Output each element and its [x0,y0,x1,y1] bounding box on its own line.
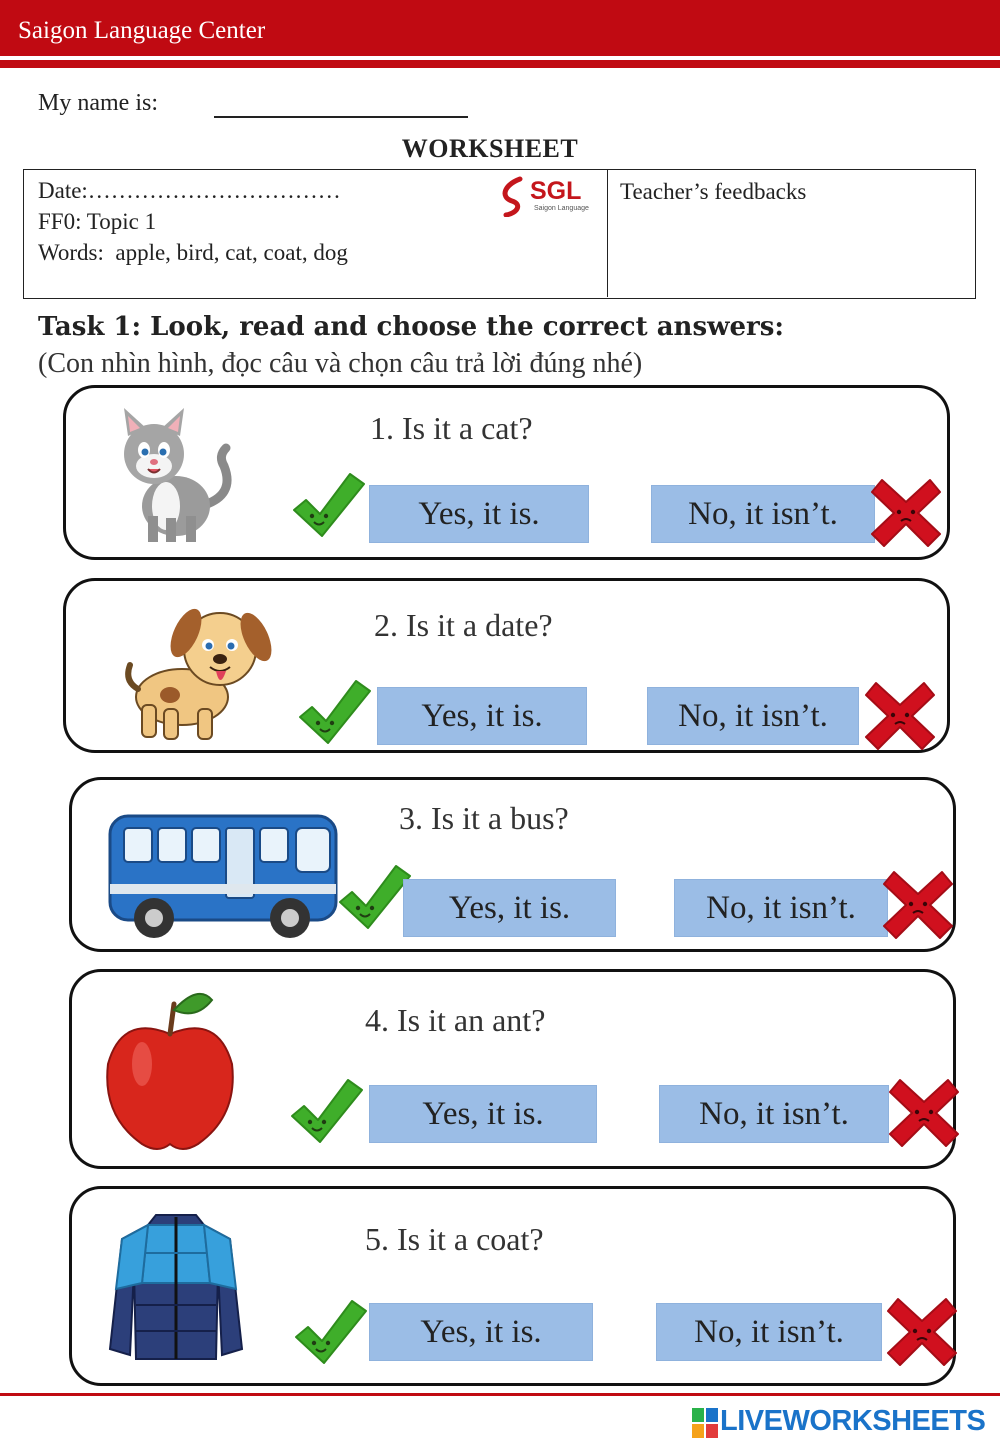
bus-picture [106,810,342,940]
header-bar [0,0,1000,56]
liveworksheets-text: LIVEWORKSHEETS [720,1405,986,1437]
dog-picture [124,593,274,745]
yes-answer-button-2[interactable]: Yes, it is. [377,687,587,745]
task-title: Task 1: Look, read and choose the correct answers: [38,312,784,342]
cross-icon[interactable] [884,1295,960,1369]
question-card-4 [69,969,956,1169]
check-icon[interactable] [290,1293,370,1369]
date-field: Date:…………………………… [38,178,341,203]
cross-icon[interactable] [862,679,938,753]
question-card-1 [63,385,950,560]
yes-answer-button-1[interactable]: Yes, it is. [369,485,589,543]
topic-text: FF0: Topic 1 [38,209,157,234]
name-input-line[interactable] [214,116,468,118]
info-left-panel [24,170,608,297]
check-icon[interactable] [288,466,368,542]
teacher-feedback-label: Teacher’s feedbacks [620,179,807,204]
words-text: Words: apple, bird, cat, coat, dog [38,240,348,265]
check-icon[interactable] [294,673,374,749]
yes-answer-button-5[interactable]: Yes, it is. [369,1303,593,1361]
yes-answer-button-4[interactable]: Yes, it is. [369,1085,597,1143]
name-label: My name is: [38,90,158,116]
no-answer-button-4[interactable]: No, it isn’t. [659,1085,889,1143]
info-box [23,169,976,299]
cross-icon[interactable] [886,1076,962,1150]
coat-picture [106,1209,246,1367]
question-card-3 [69,777,956,952]
liveworksheets-icon [692,1408,718,1438]
question-card-2 [63,578,950,753]
no-answer-button-3[interactable]: No, it isn’t. [674,879,888,937]
question-text-3: 3. Is it a bus? [399,800,569,836]
sgl-swirl-icon [494,175,534,217]
cat-picture [106,406,246,546]
question-text-2: 2. Is it a date? [374,607,553,643]
no-answer-button-2[interactable]: No, it isn’t. [647,687,859,745]
apple-picture [102,986,238,1154]
check-icon[interactable] [286,1072,366,1148]
question-text-1: 1. Is it a cat? [370,410,533,446]
header-divider [0,60,1000,68]
question-text-5: 5. Is it a coat? [365,1221,544,1257]
sgl-logo-subtext: Saigon Language [534,205,589,212]
check-icon[interactable] [334,858,414,934]
task-subtitle: (Con nhìn hình, đọc câu và chọn câu trả lời đúng nhé) [38,348,643,379]
no-answer-button-1[interactable]: No, it isn’t. [651,485,875,543]
cross-icon[interactable] [868,476,944,550]
question-card-5 [69,1186,956,1386]
question-text-4: 4. Is it an ant? [365,1002,546,1038]
liveworksheets-logo [692,1405,992,1439]
worksheet-title: WORKSHEET [401,134,579,163]
cross-icon[interactable] [880,868,956,942]
footer-divider [0,1393,1000,1396]
yes-answer-button-3[interactable]: Yes, it is. [403,879,616,937]
no-answer-button-5[interactable]: No, it isn’t. [656,1303,882,1361]
sgl-logo [494,175,594,217]
sgl-logo-text: SGL [530,177,582,205]
header-brand: Saigon Language Center [18,17,266,44]
